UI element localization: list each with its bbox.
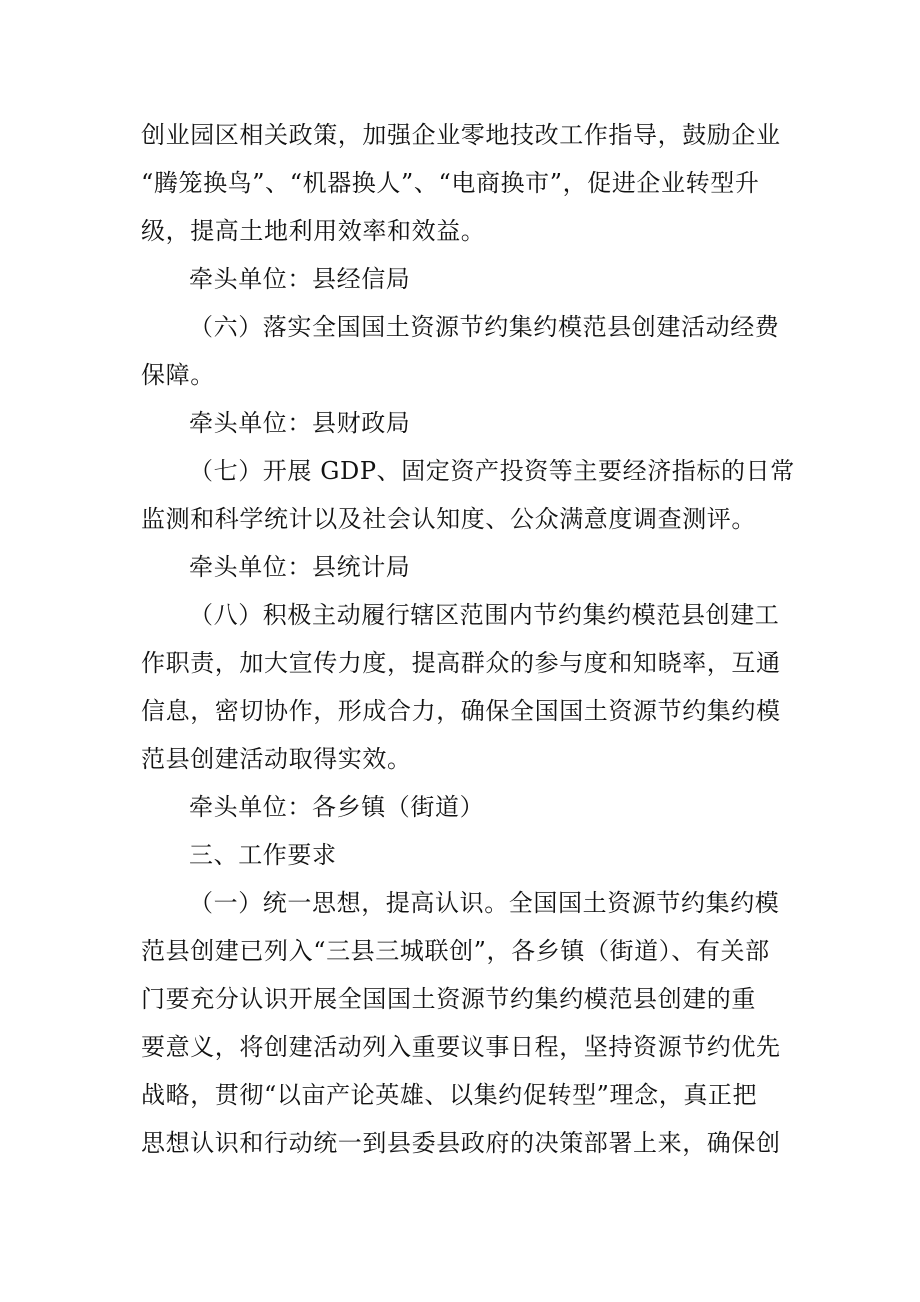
text-line: 门要充分认识开展全国国土资源节约集约模范县创建的重 — [141, 985, 756, 1013]
text-line: 范县创建已列入“三县三城联创”，各乡镇（街道）、有关部 — [141, 937, 770, 965]
lead-unit-line: 牵头单位：县财政局 — [189, 409, 411, 437]
text-line: 要意义，将创建活动列入重要议事日程，坚持资源节约优先 — [141, 1033, 781, 1061]
text-line: 保障。 — [141, 361, 215, 389]
text-line: （一）统一思想，提高认识。全国国土资源节约集约模 — [189, 889, 780, 917]
lead-unit-line: 牵头单位：各乡镇（街道） — [189, 793, 485, 821]
text-line: “腾笼换鸟”、“机器换人”、“电商换市”，促进企业转型升 — [141, 169, 760, 197]
text-line: （八）积极主动履行辖区范围内节约集约模范县创建工 — [189, 601, 780, 629]
text-line: （六）落实全国国土资源节约集约模范县创建活动经费 — [189, 313, 780, 341]
text-line: 战略，贯彻“以亩产论英雄、以集约促转型”理念，真正把 — [141, 1081, 758, 1109]
text-line: 范县创建活动取得实效。 — [141, 745, 412, 773]
lead-unit-line: 牵头单位：县经信局 — [189, 265, 411, 293]
text-line: （七）开展 GDP、固定资产投资等主要经济指标的日常 — [189, 457, 795, 485]
section-heading: 三、工作要求 — [189, 841, 337, 869]
text-line: 思想认识和行动统一到县委县政府的决策部署上来，确保创 — [141, 1129, 781, 1157]
text-line: 创业园区相关政策，加强企业零地技改工作指导，鼓励企业 — [141, 121, 781, 149]
text-line: 级，提高土地利用效率和效益。 — [141, 217, 486, 245]
text-line: 信息，密切协作，形成合力，确保全国国土资源节约集约模 — [141, 697, 781, 725]
text-line: 作职责，加大宣传力度，提高群众的参与度和知晓率，互通 — [141, 649, 781, 677]
lead-unit-line: 牵头单位：县统计局 — [189, 553, 411, 581]
text-line: 监测和科学统计以及社会认知度、公众满意度调查测评。 — [141, 505, 756, 533]
